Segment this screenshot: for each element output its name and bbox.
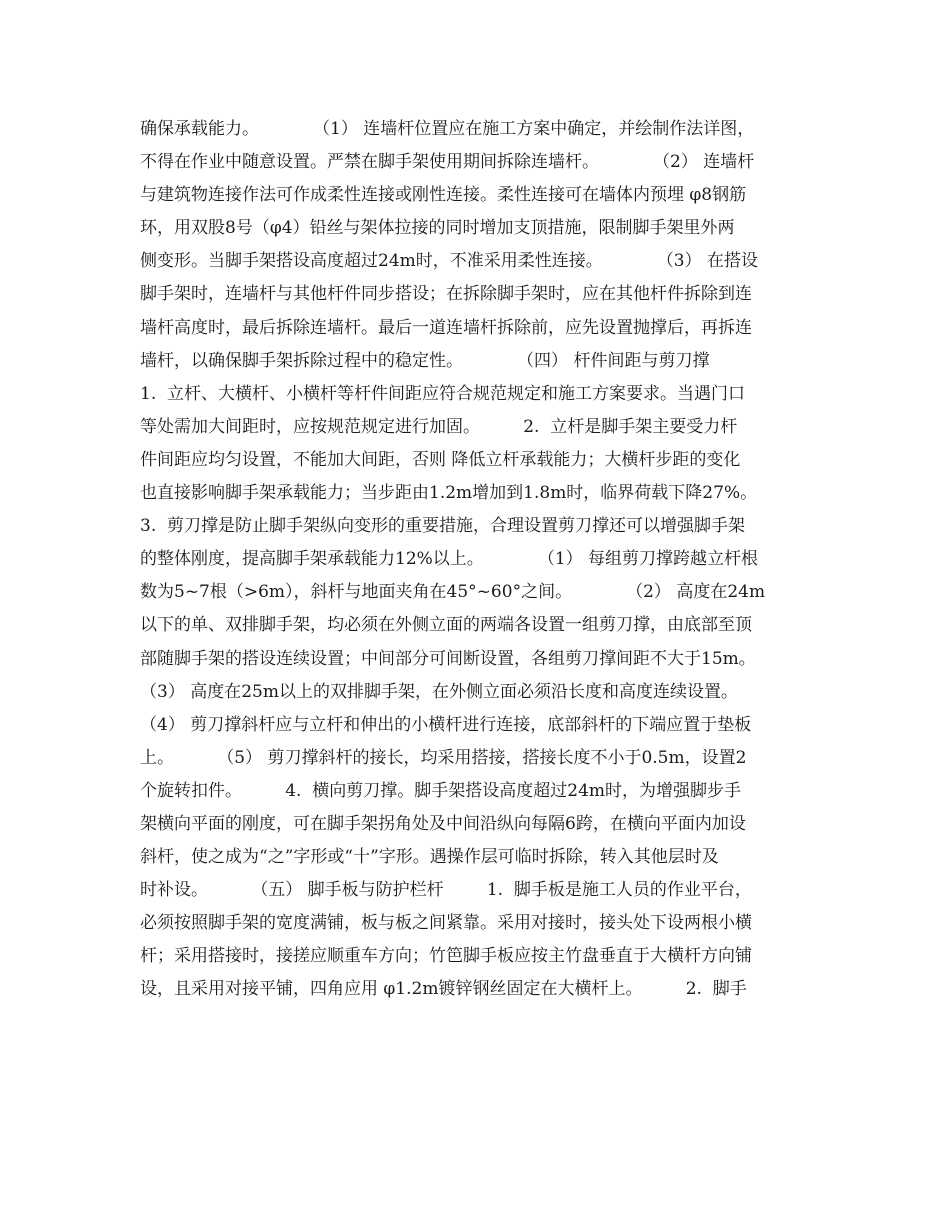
text-line: 架横向平面的刚度，可在脚手架拐角处及中间沿纵向每隔6跨，在横向平面内加设 <box>140 813 746 834</box>
text-line: 3. 剪刀撑是防止脚手架纵向变形的重要措施，合理设置剪刀撑还可以增强脚手架 <box>140 516 746 537</box>
text-line: 不得在作业中随意设置。严禁在脚手架使用期间拆除连墙杆。 （2） 连墙杆 <box>140 152 755 173</box>
text-line: 必须按照脚手架的宽度满铺，板与板之间紧靠。采用对接时，接头处下设两根小横 <box>140 913 752 934</box>
text-line: 等处需加大间距时，应按规范规定进行加固。 2. 立杆是脚手架主要受力杆 <box>140 416 738 437</box>
text-line: 的整体刚度，提高脚手架承载能力12%以上。 （1） 每组剪刀撑跨越立杆根 <box>140 549 759 570</box>
text-line: 以下的单、双排脚手架，均必须在外侧立面的两端各设置一组剪刀撑，由底部至顶 <box>140 615 752 636</box>
text-line: 设，且采用对接平铺，四角应用 φ1.2m镀锌钢丝固定在大横杆上。 2. 脚手 <box>140 979 747 1000</box>
text-line: 也直接影响脚手架承载能力；当步距由1.2m增加到1.8m时，临界荷载下降27%。 <box>140 483 758 504</box>
body-text <box>140 113 815 1007</box>
text-line: 杆；采用搭接时，接搓应顺重车方向；竹笆脚手板应按主竹盘垂直于大横杆方向铺 <box>140 946 752 967</box>
text-line: 数为5~7根（>6m），斜杆与地面夹角在45°~60°之间。 （2） 高度在24m <box>140 582 766 603</box>
text-line: 墙杆高度时，最后拆除连墙杆。最后一道连墙杆拆除前，应先设置抛撑后，再拆连 <box>140 317 752 338</box>
text-line: （3） 高度在25m以上的双排脚手架，在外侧立面必须沿长度和高度连续设置。 <box>140 681 738 702</box>
text-line: 件间距应均匀设置，不能加大间距，否则 降低立杆承载能力；大横杆步距的变化 <box>140 449 741 470</box>
text-line: 侧变形。当脚手架搭设高度超过24m时，不准采用柔性连接。 （3） 在搭设 <box>140 251 759 272</box>
text-line: 1. 立杆、大横杆、小横杆等杆件间距应符合规范规定和施工方案要求。当遇门口 <box>140 383 746 404</box>
text-line: （4） 剪刀撑斜杆应与立杆和伸出的小横杆进行连接，底部斜杆的下端应置于垫板 <box>140 714 752 735</box>
text-line: 环，用双股8号（φ4）铅丝与架体拉接的同时增加支顶措施，限制脚手架里外两 <box>140 218 735 239</box>
text-line: 与建筑物连接作法可作成柔性连接或刚性连接。柔性连接可在墙体内预埋 φ8钢筋 <box>140 185 747 206</box>
text-line: 墙杆，以确保脚手架拆除过程中的稳定性。 （四） 杆件间距与剪刀撑 <box>140 350 710 371</box>
text-line: 时补设。 （五） 脚手板与防护栏杆 1. 脚手板是施工人员的作业平台， <box>140 880 752 901</box>
text-line: 个旋转扣件。 4. 横向剪刀撑。脚手架搭设高度超过24m时，为增强脚步手 <box>140 780 742 801</box>
text-line: 脚手架时，连墙杆与其他杆件同步搭设；在拆除脚手架时，应在其他杆件拆除到连 <box>140 284 752 305</box>
text-line: 确保承载能力。 （1） 连墙杆位置应在施工方案中确定，并绘制作法详图， <box>140 119 755 139</box>
text-line: 斜杆，使之成为“之”字形或“十”字形。遇操作层可临时拆除，转入其他层时及 <box>140 847 719 868</box>
text-line: 部随脚手架的搭设连续设置；中间部分可间断设置，各组剪刀撑间距不大于15m。 <box>140 648 756 669</box>
text-line: 上。 （5） 剪刀撑斜杆的接长，均采用搭接，搭接长度不小于0.5m，设置2 <box>140 747 747 768</box>
